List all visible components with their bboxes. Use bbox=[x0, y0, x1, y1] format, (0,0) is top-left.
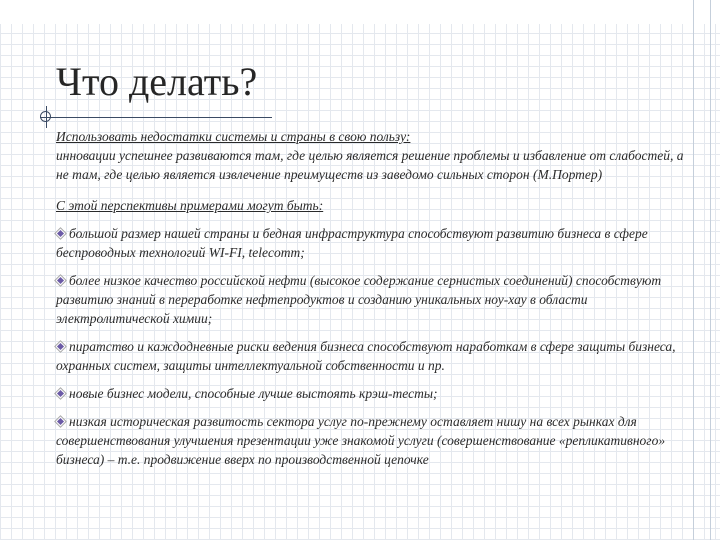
bullet-text: более низкое качество российской нефти (высокое содержание сернистых соединений) способствуют развитию знаний в переработке нефтепродуктов и созданию уникальных ноу-хау в области электролитической химии; bbox=[56, 273, 662, 326]
bullet-item bbox=[56, 224, 696, 262]
title-rule-circle bbox=[40, 111, 51, 122]
diamond-bullet-icon bbox=[54, 227, 67, 240]
diamond-bullet-icon bbox=[54, 340, 67, 353]
bullet-item bbox=[56, 337, 696, 375]
slide-body bbox=[56, 127, 696, 469]
bullet-text: низкая историческая развитость сектора услуг по-прежнему оставляет нишу на всех рынках для совершенствования улучшения презентации уже знакомой услуги (совершенствование «репликативного» бизнеса) – т.е. продвижение вверх по производственной цепочке bbox=[56, 414, 666, 467]
diamond-bullet-icon bbox=[54, 387, 67, 400]
bullet-text: пиратство и каждодневные риски ведения бизнеса способствуют наработкам в сфере защиты бизнеса, охранных систем, защиты интеллектуальной собственности и пр. bbox=[56, 339, 676, 373]
porter-paragraph: инновации успешнее развиваются там, где целью является решение проблемы и избавление от слабостей, а не там, где целью является извлечение преимуществ из заведомо сильных сторон (М.Портер) bbox=[56, 148, 684, 182]
diamond-bullet-icon bbox=[54, 415, 67, 428]
top-band bbox=[0, 0, 720, 24]
heading-examples: С этой перспективы примерами могут быть: bbox=[56, 198, 324, 213]
slide-title: Что делать? bbox=[56, 59, 258, 104]
bullet-item bbox=[56, 271, 696, 328]
bullet-text: большой размер нашей страны и бедная инфраструктура способствуют развитию бизнеса в сфере беспроводных технологий WI-FI, telecomm; bbox=[56, 226, 648, 260]
bullet-item bbox=[56, 412, 696, 469]
heading-use-weaknesses: Использовать недостатки системы и страны в свою пользу: bbox=[56, 129, 411, 144]
diamond-bullet-icon bbox=[54, 274, 67, 287]
title-underline bbox=[40, 117, 272, 118]
bullet-text: новые бизнес модели, способные лучше выстоять крэш-тесты; bbox=[69, 386, 438, 401]
bullet-item bbox=[56, 384, 696, 403]
